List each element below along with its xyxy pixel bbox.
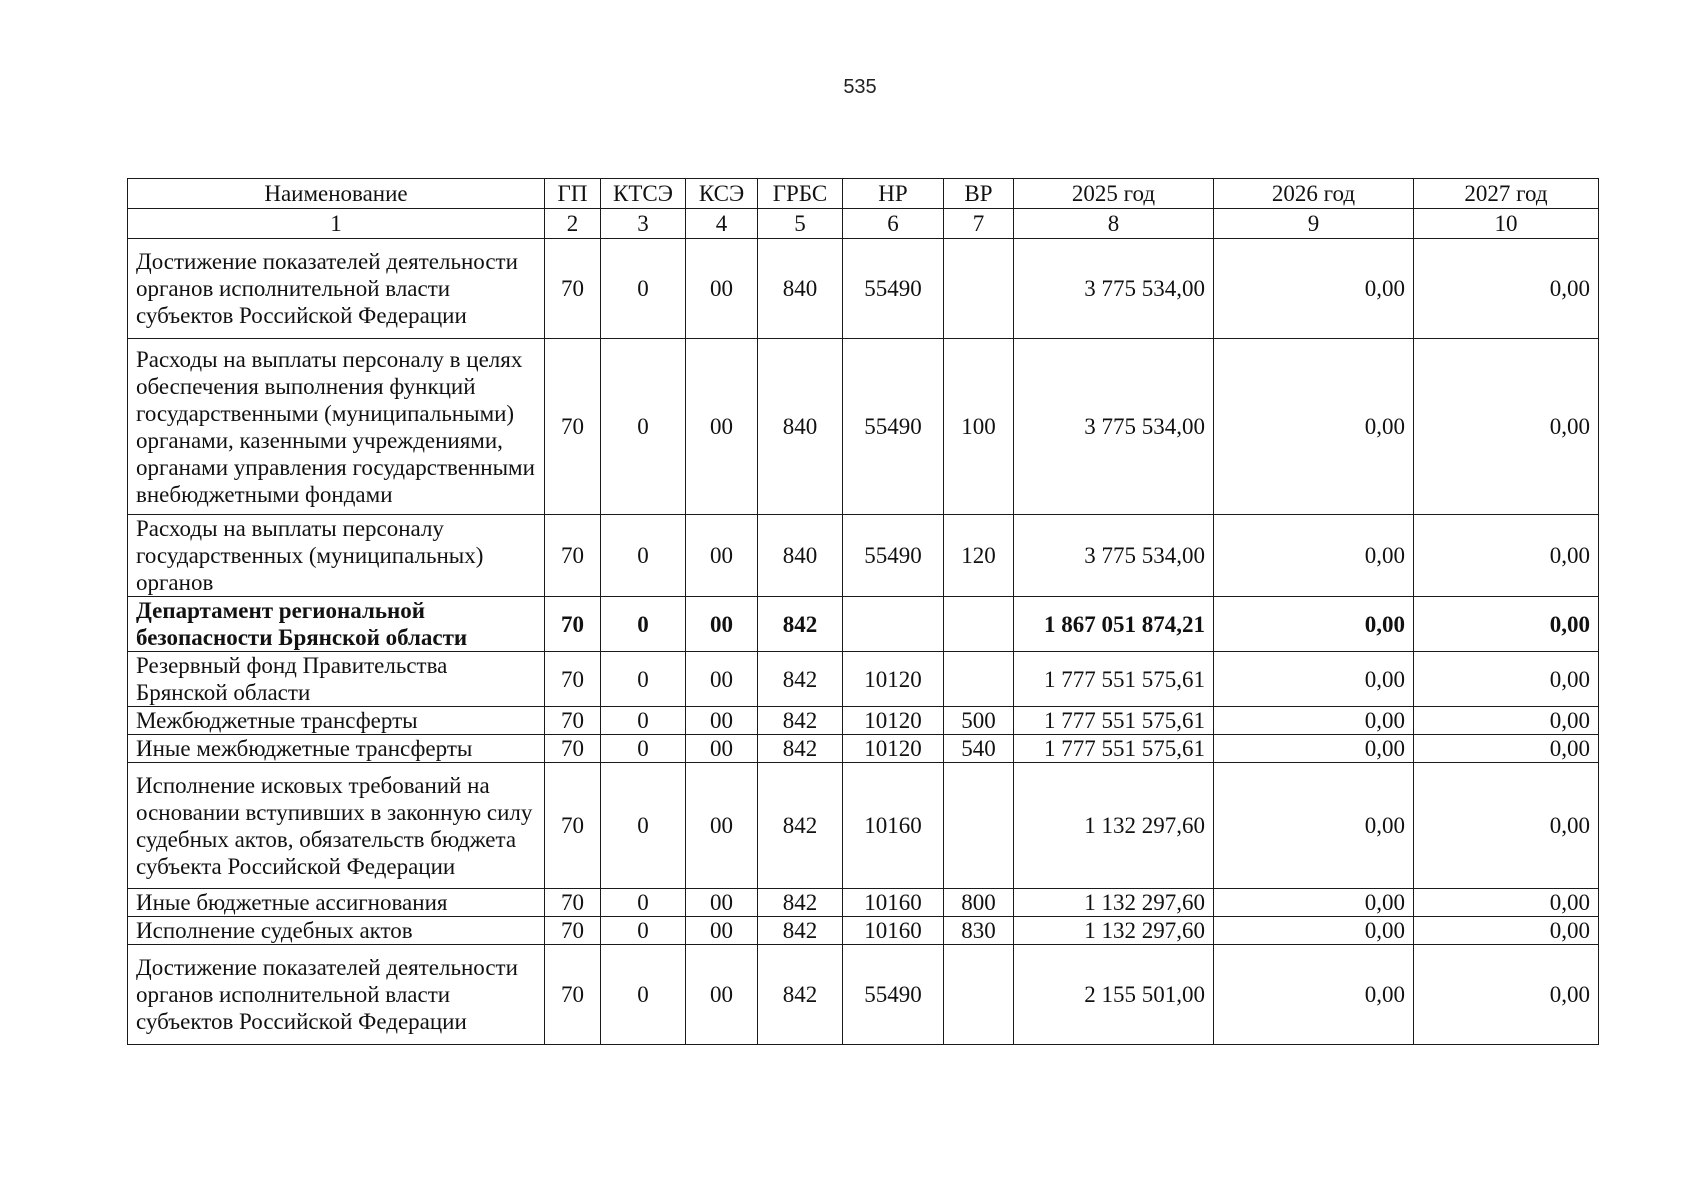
table-row	[128, 707, 1599, 735]
table-row	[128, 889, 1599, 917]
header-2026: 2026 год	[1214, 179, 1414, 209]
cell-vr	[944, 945, 1014, 1045]
column-number-row	[128, 209, 1599, 239]
table-row	[128, 597, 1599, 652]
column-number: 10	[1414, 209, 1599, 239]
table-row	[128, 735, 1599, 763]
cell-2026: 0,00	[1214, 735, 1414, 763]
cell-2027: 0,00	[1414, 597, 1599, 652]
cell-gp: 70	[545, 597, 601, 652]
cell-2027: 0,00	[1414, 735, 1599, 763]
header-row	[128, 179, 1599, 209]
cell-ktse: 0	[601, 239, 686, 339]
cell-2026: 0,00	[1214, 339, 1414, 515]
header-nr: НР	[843, 179, 944, 209]
cell-name: Иные межбюджетные трансферты	[128, 735, 545, 763]
cell-gp: 70	[545, 707, 601, 735]
cell-gp: 70	[545, 339, 601, 515]
column-number: 9	[1214, 209, 1414, 239]
cell-kse: 00	[686, 735, 758, 763]
cell-ktse: 0	[601, 735, 686, 763]
cell-name: Исполнение исковых требований на основании вступивших в законную силу судебных актов, обязательств бюджета субъекта Российской Федерации	[128, 763, 545, 889]
cell-vr: 830	[944, 917, 1014, 945]
table-row	[128, 339, 1599, 515]
cell-vr: 120	[944, 515, 1014, 597]
header-name: Наименование	[128, 179, 545, 209]
cell-kse: 00	[686, 889, 758, 917]
cell-2026: 0,00	[1214, 515, 1414, 597]
cell-kse: 00	[686, 239, 758, 339]
cell-nr: 10120	[843, 652, 944, 707]
cell-grbs: 840	[758, 239, 843, 339]
cell-gp: 70	[545, 889, 601, 917]
table-row	[128, 515, 1599, 597]
cell-2025: 2 155 501,00	[1014, 945, 1214, 1045]
cell-2026: 0,00	[1214, 889, 1414, 917]
cell-2025: 1 132 297,60	[1014, 763, 1214, 889]
cell-kse: 00	[686, 945, 758, 1045]
column-number: 4	[686, 209, 758, 239]
cell-2025: 1 132 297,60	[1014, 917, 1214, 945]
cell-kse: 00	[686, 597, 758, 652]
cell-vr	[944, 763, 1014, 889]
column-number: 8	[1014, 209, 1214, 239]
cell-grbs: 842	[758, 735, 843, 763]
cell-kse: 00	[686, 515, 758, 597]
table-row	[128, 652, 1599, 707]
cell-2025: 1 132 297,60	[1014, 889, 1214, 917]
cell-vr: 540	[944, 735, 1014, 763]
cell-name: Межбюджетные трансферты	[128, 707, 545, 735]
cell-grbs: 842	[758, 945, 843, 1045]
column-number: 5	[758, 209, 843, 239]
cell-nr: 55490	[843, 515, 944, 597]
cell-name: Исполнение судебных актов	[128, 917, 545, 945]
column-number: 3	[601, 209, 686, 239]
cell-grbs: 840	[758, 515, 843, 597]
cell-2026: 0,00	[1214, 945, 1414, 1045]
cell-nr: 10160	[843, 917, 944, 945]
cell-ktse: 0	[601, 652, 686, 707]
cell-2025: 1 777 551 575,61	[1014, 735, 1214, 763]
header-kse: КСЭ	[686, 179, 758, 209]
cell-grbs: 842	[758, 707, 843, 735]
cell-2027: 0,00	[1414, 239, 1599, 339]
cell-2027: 0,00	[1414, 917, 1599, 945]
column-number: 7	[944, 209, 1014, 239]
cell-name: Расходы на выплаты персоналу в целях обеспечения выполнения функций государственными (муниципальными) органами, казенными учреждениями, органами управления государственными внебюджетными фондами	[128, 339, 545, 515]
cell-vr: 500	[944, 707, 1014, 735]
cell-ktse: 0	[601, 597, 686, 652]
header-gp: ГП	[545, 179, 601, 209]
cell-nr: 55490	[843, 945, 944, 1045]
cell-2027: 0,00	[1414, 763, 1599, 889]
header-grbs: ГРБС	[758, 179, 843, 209]
cell-gp: 70	[545, 239, 601, 339]
cell-ktse: 0	[601, 339, 686, 515]
cell-nr	[843, 597, 944, 652]
cell-2026: 0,00	[1214, 652, 1414, 707]
cell-2027: 0,00	[1414, 339, 1599, 515]
budget-table	[127, 178, 1599, 1045]
cell-grbs: 842	[758, 652, 843, 707]
cell-nr: 10160	[843, 889, 944, 917]
cell-ktse: 0	[601, 707, 686, 735]
cell-grbs: 842	[758, 763, 843, 889]
cell-2025: 3 775 534,00	[1014, 515, 1214, 597]
cell-nr: 10120	[843, 735, 944, 763]
cell-2027: 0,00	[1414, 945, 1599, 1045]
cell-name: Достижение показателей деятельности органов исполнительной власти субъектов Российской Федерации	[128, 239, 545, 339]
table-row	[128, 945, 1599, 1045]
cell-grbs: 842	[758, 597, 843, 652]
cell-2027: 0,00	[1414, 652, 1599, 707]
header-2027: 2027 год	[1414, 179, 1599, 209]
cell-gp: 70	[545, 917, 601, 945]
cell-2025: 3 775 534,00	[1014, 239, 1214, 339]
table-body	[128, 209, 1599, 1045]
cell-2026: 0,00	[1214, 707, 1414, 735]
cell-2026: 0,00	[1214, 763, 1414, 889]
cell-vr	[944, 597, 1014, 652]
cell-2027: 0,00	[1414, 889, 1599, 917]
cell-nr: 55490	[843, 239, 944, 339]
cell-2025: 1 777 551 575,61	[1014, 652, 1214, 707]
cell-2025: 1 867 051 874,21	[1014, 597, 1214, 652]
cell-nr: 10120	[843, 707, 944, 735]
cell-kse: 00	[686, 707, 758, 735]
cell-gp: 70	[545, 735, 601, 763]
cell-kse: 00	[686, 763, 758, 889]
cell-name: Расходы на выплаты персоналу государственных (муниципальных) органов	[128, 515, 545, 597]
page-number: 535	[843, 76, 877, 98]
cell-gp: 70	[545, 652, 601, 707]
cell-2026: 0,00	[1214, 597, 1414, 652]
cell-name: Иные бюджетные ассигнования	[128, 889, 545, 917]
cell-kse: 00	[686, 339, 758, 515]
cell-gp: 70	[545, 763, 601, 889]
cell-grbs: 842	[758, 917, 843, 945]
cell-2025: 1 777 551 575,61	[1014, 707, 1214, 735]
cell-name: Резервный фонд Правительства Брянской области	[128, 652, 545, 707]
header-2025: 2025 год	[1014, 179, 1214, 209]
column-number: 2	[545, 209, 601, 239]
cell-vr: 100	[944, 339, 1014, 515]
cell-name: Департамент региональной безопасности Брянской области	[128, 597, 545, 652]
column-number: 1	[128, 209, 545, 239]
cell-vr	[944, 652, 1014, 707]
cell-nr: 55490	[843, 339, 944, 515]
cell-ktse: 0	[601, 917, 686, 945]
cell-vr: 800	[944, 889, 1014, 917]
cell-gp: 70	[545, 515, 601, 597]
cell-2027: 0,00	[1414, 707, 1599, 735]
header-ktse: КТСЭ	[601, 179, 686, 209]
cell-ktse: 0	[601, 889, 686, 917]
cell-grbs: 842	[758, 889, 843, 917]
table-row	[128, 239, 1599, 339]
cell-2027: 0,00	[1414, 515, 1599, 597]
cell-kse: 00	[686, 652, 758, 707]
cell-ktse: 0	[601, 763, 686, 889]
cell-kse: 00	[686, 917, 758, 945]
cell-ktse: 0	[601, 515, 686, 597]
table-row	[128, 917, 1599, 945]
cell-gp: 70	[545, 945, 601, 1045]
column-number: 6	[843, 209, 944, 239]
cell-vr	[944, 239, 1014, 339]
table-row	[128, 763, 1599, 889]
cell-grbs: 840	[758, 339, 843, 515]
header-vr: ВР	[944, 179, 1014, 209]
cell-nr: 10160	[843, 763, 944, 889]
cell-name: Достижение показателей деятельности органов исполнительной власти субъектов Российской Федерации	[128, 945, 545, 1045]
cell-2026: 0,00	[1214, 239, 1414, 339]
cell-2025: 3 775 534,00	[1014, 339, 1214, 515]
cell-ktse: 0	[601, 945, 686, 1045]
cell-2026: 0,00	[1214, 917, 1414, 945]
